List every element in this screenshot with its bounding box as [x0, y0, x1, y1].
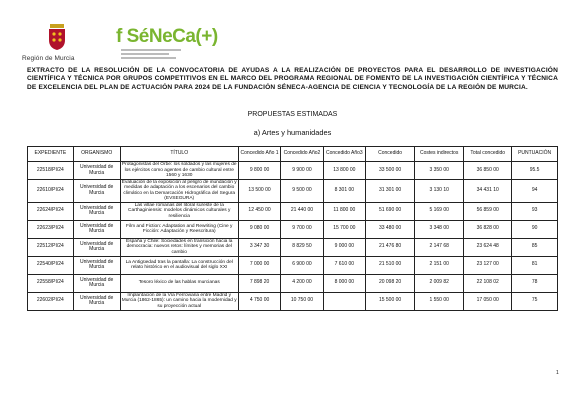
year3-cell: 8 301 00 [323, 180, 365, 203]
seneca-wordmark: f SéNeCa(+) [116, 26, 218, 47]
header-cell: Concedido Año2 [281, 147, 323, 162]
total-cell: 22 108 02 [464, 274, 512, 292]
titulo-cell: Protagonistas del Orbe: los soldados y las mujeres de los ejércitos como agentes de cambio cultural entre 1560 y 1630 [121, 162, 237, 179]
year3-cell: 7 610 00 [323, 256, 365, 274]
titulo-cell: Evaluación de la exposición al peligro de inundación y medidas de adaptación a los escenarios del cambio climático en la Demarcación Hidrográfica del Segura (EVSEGURA) [121, 180, 237, 202]
table-row [28, 274, 558, 292]
header-cell: EXPEDIENTE [28, 147, 74, 162]
puntuacion-cell: 90 [512, 220, 558, 238]
header-cell: Concedido [366, 147, 415, 162]
table-header-row [28, 147, 558, 162]
titulo-cell: España y Chile: Sociedades en transición hacia la democracia: nuevos retos: límites y memorias del cambio [120, 238, 238, 256]
organismo-cell: Universidad de Murcia [73, 256, 120, 274]
puntuacion-cell: 78 [512, 274, 558, 292]
year2-cell: 10 750 00 [281, 292, 323, 310]
year2-cell: 4 200 00 [281, 274, 323, 292]
table-row [28, 292, 558, 310]
concedido-cell: 20 098 20 [366, 274, 415, 292]
section-subheading: a) Artes y humanidades [253, 128, 332, 137]
expediente-cell: 22602/PI/24 [28, 292, 74, 310]
expediente-cell: 22610/PI/24 [28, 180, 74, 203]
total-cell: 23 624 48 [464, 238, 512, 256]
year1-cell: 13 500 00 [238, 180, 280, 203]
organismo-cell: Universidad de Murcia [73, 238, 120, 256]
table-row [28, 202, 558, 220]
titulo-cell: Tesoro léxico de las hablas murcianas [120, 274, 238, 292]
puntuacion-cell: 85 [512, 238, 558, 256]
year3-cell: 15 700 00 [323, 220, 365, 238]
expediente-cell: 22623/PI/24 [28, 220, 74, 238]
year3-cell [323, 292, 365, 310]
costes-indirectos-cell: 3 350 00 [415, 162, 464, 180]
concedido-cell: 33 500 00 [366, 162, 415, 180]
table-row [28, 220, 558, 238]
concedido-cell: 51 690 00 [366, 202, 415, 220]
organismo-cell: Universidad de Murcia [73, 220, 120, 238]
costes-indirectos-cell: 2 009 82 [415, 274, 464, 292]
titulo-cell: La Antigüedad tras la pantalla: La construcción del relato histórico en el audiovisual del siglo XXI [120, 256, 238, 274]
concedido-cell: 33 480 00 [366, 220, 415, 238]
intro-paragraph: EXTRACTO DE LA RESOLUCIÓN DE LA CONVOCATORIA DE AYUDAS A LA REALIZACIÓN DE PROYECTOS PARA EL DESARROLLO DE INVESTIGACIÓN CIENTÍFICA Y TÉCNICA POR GRUPOS COMPETITIVOS EN EL MARCO DEL PROGRAMA REGIONAL DE FOMENTO DE LA INVESTIGACIÓN CIENTÍFICA Y TÉCNICA DE EXCELENCIA DEL PLAN DE ACTUACIÓN PARA 2024 DE LA FUNDACIÓN SÉNECA-AGENCIA DE CIENCIA Y TECNOLOGÍA DE LA REGIÓN DE MURCIA. [27, 67, 558, 91]
puntuacion-cell: 93 [512, 202, 558, 220]
table-row [28, 238, 558, 256]
total-cell: 23 127 00 [464, 256, 512, 274]
seneca-subtitle-lines [121, 47, 191, 59]
year1-cell: 9 080 00 [238, 220, 280, 238]
organismo-cell: Universidad de Murcia [73, 202, 120, 220]
fundacion-seneca-logo [116, 26, 236, 66]
year3-cell: 13 800 00 [323, 162, 365, 180]
concedido-cell: 21 510 00 [366, 256, 415, 274]
costes-indirectos-cell: 2 151 00 [415, 256, 464, 274]
titulo-cell: Las villae romanas del litoral sureste de la Carthaginiensis: modelos dinámicos culturales y resiliencia [120, 202, 238, 220]
year2-cell: 9 500 00 [281, 180, 323, 203]
concedido-cell: 15 500 00 [366, 292, 415, 310]
year1-cell: 3 347 30 [238, 238, 280, 256]
header-cell: TÍTULO [120, 147, 238, 162]
costes-indirectos-cell: 3 130 10 [415, 180, 464, 203]
section-heading: PROPUESTAS ESTIMADAS [247, 111, 338, 118]
total-cell: 56 859 00 [464, 202, 512, 220]
puntuacion-cell: 94 [512, 180, 558, 203]
header-cell: PUNTUACIÓN [512, 147, 558, 162]
year1-cell: 9 800 00 [238, 162, 280, 180]
header-cell: Concedido Año3 [323, 147, 365, 162]
year3-cell: 9 000 00 [323, 238, 365, 256]
total-cell: 17 050 00 [464, 292, 512, 310]
year2-cell: 21 440 00 [281, 202, 323, 220]
organismo-cell: Universidad de Murcia [73, 162, 120, 180]
year3-cell: 11 800 00 [323, 202, 365, 220]
titulo-cell: Implantación de la Vía Ferroviaria entre Madrid y Murcia (1862-1865): un camino hacia la modernidad y su proyección actual [121, 293, 237, 309]
year2-cell: 9 700 00 [281, 220, 323, 238]
puntuacion-cell: 81 [512, 256, 558, 274]
year2-cell: 9 900 00 [281, 162, 323, 180]
organismo-cell: Universidad de Murcia [73, 180, 120, 203]
header-cell: Total concedido [464, 147, 512, 162]
year1-cell: 7 898 20 [238, 274, 280, 292]
costes-indirectos-cell: 2 147 68 [415, 238, 464, 256]
year1-cell: 4 750 00 [238, 292, 280, 310]
expediente-cell: 22540/PI/24 [28, 256, 74, 274]
region-de-murcia-logo [22, 24, 92, 72]
page-number: 1 [556, 370, 559, 376]
table-row [28, 162, 558, 180]
concedido-cell: 31 301 00 [366, 180, 415, 203]
year2-cell: 8 829 50 [281, 238, 323, 256]
projects-table [27, 146, 558, 311]
year1-cell: 7 000 00 [238, 256, 280, 274]
total-cell: 34 431 10 [464, 180, 512, 203]
region-logo-text: Región de Murcia [22, 55, 75, 62]
costes-indirectos-cell: 5 169 00 [415, 202, 464, 220]
organismo-cell: Universidad de Murcia [73, 292, 120, 310]
header-cell: Concedido Año 1 [238, 147, 280, 162]
header-cell: Costes indirectos [415, 147, 464, 162]
year2-cell: 6 900 00 [281, 256, 323, 274]
titulo-cell: Film and Fiction: Adaptation and Rewriting (Cine y Ficción: Adaptación y Reescritura) [120, 220, 238, 238]
total-cell: 36 850 00 [464, 162, 512, 180]
year1-cell: 12 450 00 [238, 202, 280, 220]
puntuacion-cell: 95.5 [512, 162, 558, 180]
coat-of-arms-icon [48, 24, 66, 50]
costes-indirectos-cell: 3 348 00 [415, 220, 464, 238]
expediente-cell: 22558/PI/24 [28, 274, 74, 292]
table-row [28, 256, 558, 274]
year3-cell: 8 000 00 [323, 274, 365, 292]
organismo-cell: Universidad de Murcia [73, 274, 120, 292]
puntuacion-cell: 75 [512, 292, 558, 310]
expediente-cell: 22512/PI/24 [28, 238, 74, 256]
header-cell: ORGANISMO [73, 147, 120, 162]
table-row [28, 180, 558, 203]
expediente-cell: 22518/PI/24 [28, 162, 74, 180]
costes-indirectos-cell: 1 550 00 [415, 292, 464, 310]
expediente-cell: 22624/PI/24 [28, 202, 74, 220]
total-cell: 36 828 00 [464, 220, 512, 238]
concedido-cell: 21 476 80 [366, 238, 415, 256]
